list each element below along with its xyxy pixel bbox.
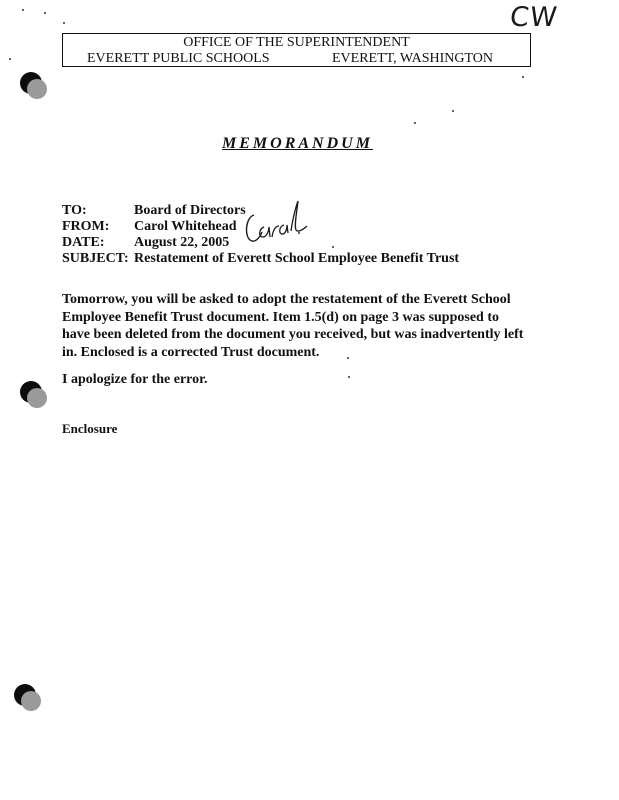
scan-speck bbox=[44, 12, 46, 14]
scan-speck bbox=[63, 22, 65, 24]
scan-speck bbox=[332, 246, 334, 248]
body-line: have been deleted from the document you received, but was inadvertently left bbox=[62, 327, 524, 342]
to-value: Board of Directors bbox=[134, 203, 246, 218]
letterhead-office: OFFICE OF THE SUPERINTENDENT bbox=[183, 35, 410, 50]
scan-speck bbox=[414, 122, 416, 124]
letterhead-organization: EVERETT PUBLIC SCHOOLS bbox=[87, 51, 270, 66]
punch-hole-top bbox=[20, 72, 46, 98]
punch-hole-middle bbox=[20, 381, 46, 407]
date-value: August 22, 2005 bbox=[134, 235, 230, 250]
from-label: FROM: bbox=[62, 219, 110, 234]
body-line: Employee Benefit Trust document. Item 1.5(d) on page 3 was supposed to bbox=[62, 309, 499, 325]
handwritten-initials: CW bbox=[508, 2, 560, 33]
date-label: DATE: bbox=[62, 235, 105, 250]
scan-speck bbox=[347, 357, 349, 359]
scan-speck bbox=[9, 58, 11, 60]
scan-speck bbox=[522, 76, 524, 78]
enclosure-note: Enclosure bbox=[62, 421, 118, 436]
memo-title: MEMORANDUM bbox=[222, 135, 373, 152]
scan-speck bbox=[348, 376, 350, 378]
subject-value: Restatement of Everett School Employee Benefit Trust bbox=[134, 251, 460, 266]
letterhead-location: EVERETT, WASHINGTON bbox=[332, 51, 493, 66]
scan-speck bbox=[452, 110, 454, 112]
to-label: TO: bbox=[62, 203, 87, 218]
apology-line: I apologize for the error. bbox=[62, 372, 208, 387]
letterhead-box bbox=[62, 33, 531, 67]
scan-speck bbox=[298, 232, 300, 234]
body-line: in. Enclosed is a corrected Trust document. bbox=[62, 344, 320, 360]
body-paragraph bbox=[62, 291, 542, 361]
handwritten-signature bbox=[242, 197, 308, 252]
scan-speck bbox=[22, 9, 24, 11]
body-line: Tomorrow, you will be asked to adopt the restatement of the Everett School bbox=[62, 292, 511, 307]
subject-label: SUBJECT: bbox=[62, 251, 129, 266]
from-value: Carol Whitehead bbox=[134, 219, 237, 234]
punch-hole-bottom bbox=[14, 684, 40, 710]
